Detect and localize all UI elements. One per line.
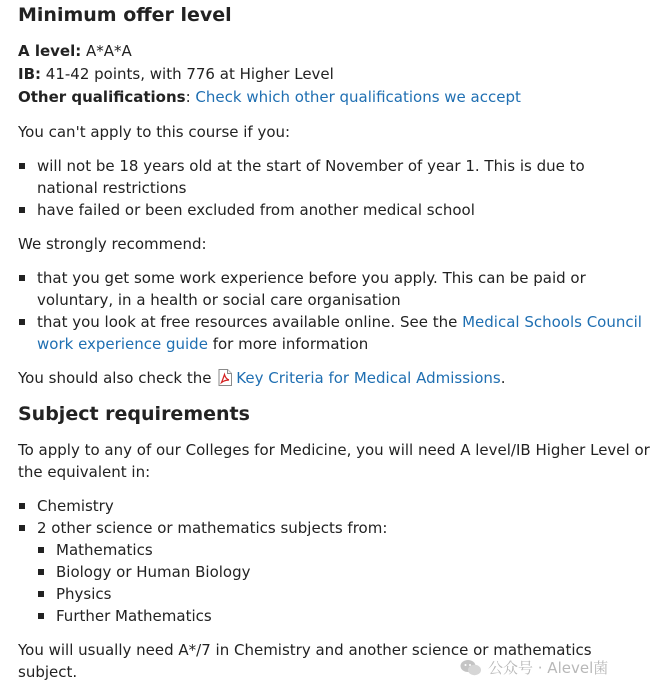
subject-requirements-heading: Subject requirements bbox=[18, 403, 250, 425]
list-item: will not be 18 years old at the start of November of year 1. This is due to national restrictions bbox=[18, 155, 650, 199]
other-subjects-label: 2 other science or mathematics subjects from: bbox=[37, 519, 388, 537]
ib-label: IB: bbox=[18, 65, 42, 83]
ib-row bbox=[18, 63, 650, 86]
recommend-intro: We strongly recommend: bbox=[18, 235, 207, 253]
list-item: that you get some work experience before you apply. This can be paid or voluntary, in a health or social care organisation bbox=[18, 267, 650, 311]
other-qualifications-link[interactable]: Check which other qualifications we accept bbox=[195, 88, 521, 106]
list-item: Mathematics bbox=[37, 539, 650, 561]
other-qualifications-sep: : bbox=[185, 88, 191, 106]
key-criteria-link[interactable]: Key Criteria for Medical Admissions bbox=[236, 369, 501, 387]
also-check-prefix: You should also check the bbox=[18, 369, 212, 387]
subjects-list bbox=[18, 495, 650, 627]
minimum-offer-heading: Minimum offer level bbox=[18, 4, 232, 26]
list-item: Further Mathematics bbox=[37, 605, 650, 627]
other-subjects-list bbox=[37, 539, 650, 627]
a-level-label: A level: bbox=[18, 42, 82, 60]
watermark-text: 公众号 · Alevel菌 bbox=[488, 659, 609, 677]
also-check-suffix: . bbox=[500, 369, 506, 387]
course-requirements bbox=[18, 0, 650, 695]
a-level-row bbox=[18, 40, 650, 63]
list-item bbox=[18, 311, 650, 355]
pdf-file-icon bbox=[218, 369, 232, 386]
subjects-intro: To apply to any of our Colleges for Medicine, you will need A level/IB Higher Level or the equivalent in: bbox=[18, 441, 650, 481]
list-item bbox=[18, 517, 650, 627]
list-item: Physics bbox=[37, 583, 650, 605]
cannot-apply-list bbox=[18, 155, 650, 221]
msc-work-experience-link[interactable]: Medical Schools Council work experience guide bbox=[37, 313, 642, 353]
list-item: have failed or been excluded from another medical school bbox=[18, 199, 650, 221]
also-check-paragraph bbox=[18, 367, 650, 389]
wechat-icon bbox=[460, 659, 482, 677]
other-qualifications-label: Other qualifications bbox=[18, 88, 186, 106]
list-item: Chemistry bbox=[18, 495, 650, 517]
ib-value: 41-42 points, with 776 at Higher Level bbox=[45, 65, 334, 83]
recommend-list bbox=[18, 267, 650, 355]
recommend-item2-suffix: for more information bbox=[212, 335, 369, 353]
list-item: Biology or Human Biology bbox=[37, 561, 650, 583]
a-level-value: A*A*A bbox=[86, 42, 132, 60]
watermark bbox=[460, 656, 608, 680]
subjects-note: You will usually need A*/7 in Chemistry and another science or mathematics subject. bbox=[18, 641, 592, 681]
recommend-item2-prefix: that you look at free resources available online. See the bbox=[37, 313, 458, 331]
offer-levels bbox=[18, 40, 650, 109]
other-qualifications-row bbox=[18, 86, 650, 109]
cannot-apply-intro: You can't apply to this course if you: bbox=[18, 123, 291, 141]
